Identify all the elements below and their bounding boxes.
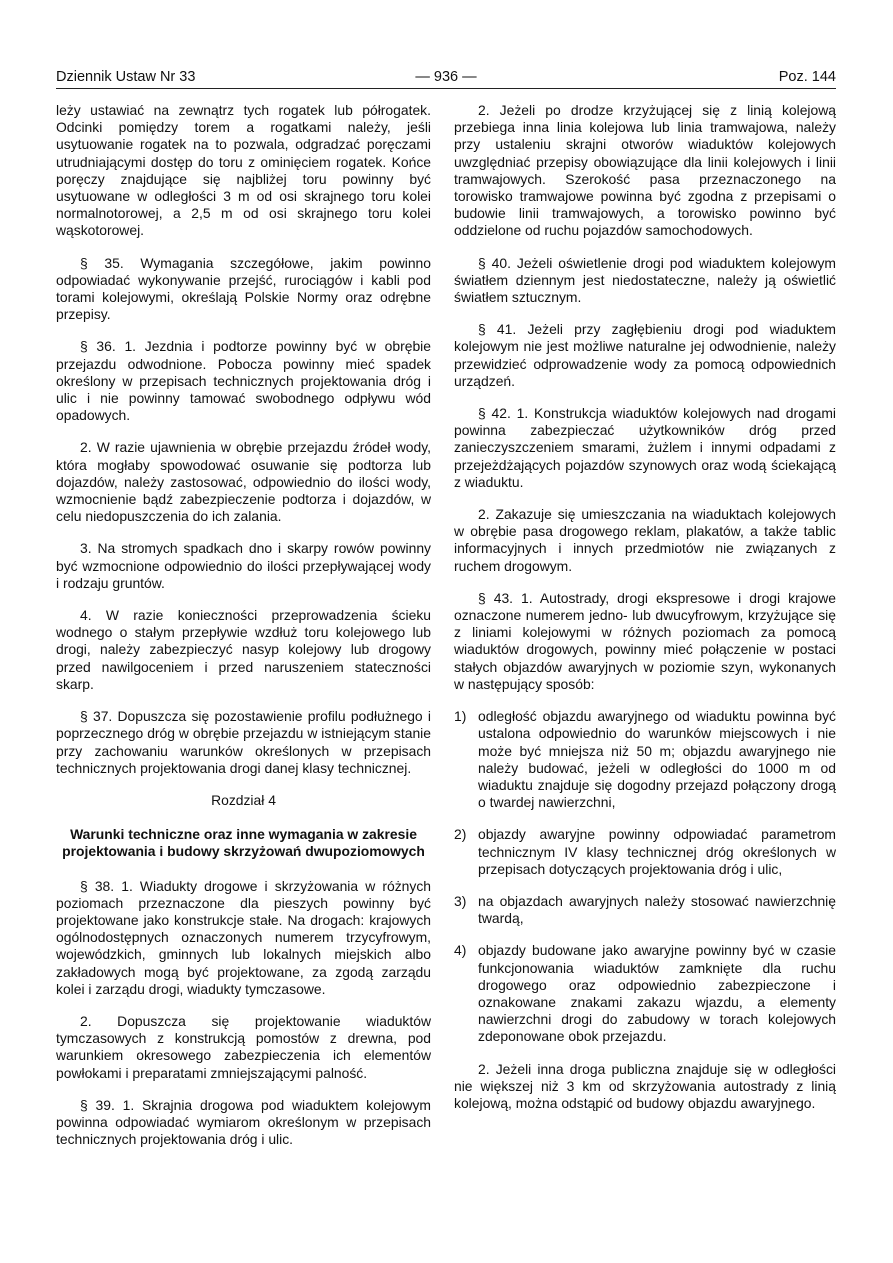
list-item bbox=[454, 942, 836, 1045]
list-item-number: 2) bbox=[454, 826, 467, 843]
page-header bbox=[56, 66, 836, 89]
paragraph-39-2: 2. Jeżeli po drodze krzyżującej się z linią kolejową przebiega inna linia kolejowa lub linia tramwajowa, należy przy ustaleniu skrajni otworów wiaduktów kolejowych uwzględniać przepisy obowiązujące dla linii kolejowych i linii tramwajowych. Szerokość pasa przeznaczonego na torowisko tramwajowe powinna być zgodna z przepisami o budowie linii tramwajowych, a torowisko powinno być oddzielone od ruchu pojazdów samochodowych. bbox=[454, 102, 836, 239]
paragraph-36-2: 2. W razie ujawnienia w obrębie przejazdu źródeł wody, która mogłaby spowodować osuwanie się podtorza lub dojazdów, należy zastosować, odpowiednio do ilości wody, wzmocnienie bądź zabezpieczenie podtorza i dojazdów, w celu niedopuszczenia do ich zalania. bbox=[56, 439, 431, 525]
chapter-title: Warunki techniczne oraz inne wymagania w zakresie projektowania i budowy skrzyżowań dwupoziomowych bbox=[62, 826, 425, 860]
right-column bbox=[454, 102, 836, 1127]
paragraph-continuation: leży ustawiać na zewnątrz tych rogatek lub półrogatek. Odcinki pomiędzy torem a rogatkami należy, jeśli usytuowanie rogatek na to pozwala, odgradzać poręczami utrudniającymi dostęp do toru z ominięciem rogatek. Końce poręczy znajdujące się najbliżej toru powinny być usytuowane w odległości 3 m od osi skrajnego toru kolei normalnotorowej, a 2,5 m od osi skrajnego toru kolei wąskotorowej. bbox=[56, 102, 431, 239]
list-item-text: objazdy awaryjne powinny odpowiadać parametrom technicznym IV klasy technicznej dróg określonych w przepisach dotyczących projektowania dróg i ulic, bbox=[478, 826, 836, 877]
paragraph-39-1: § 39. 1. Skrajnia drogowa pod wiaduktem kolejowym powinna odpowiadać wymiarom określonym w przepisach technicznych projektowania dróg i ulic. bbox=[56, 1096, 431, 1148]
list-item-text: objazdy budowane jako awaryjne powinny być w czasie funkcjonowania wiaduktów zamknięte dla ruchu drogowego oraz odpowiednio zabezpieczone i oznakowane znakami zakazu wjazdu, a elementy nawierzchni drogi do zabudowy w torach kolejowych zdeponowane obok przejazdu. bbox=[478, 942, 836, 1045]
paragraph-42-1: § 42. 1. Konstrukcja wiaduktów kolejowych nad drogami powinna zabezpieczać użytkowników dróg przed zanieczyszczeniem smarami, żużlem i innymi odpadami z przejeżdżających pojazdów szynowych oraz wodą ściekającą z wiaduktu. bbox=[454, 405, 836, 490]
paragraph-41: § 41. Jeżeli przy zagłębieniu drogi pod wiaduktem kolejowym nie jest możliwe naturalne jej odwodnienie, należy przewidzieć odprowadzenie wody za pomocą odpowiednich urządzeń. bbox=[454, 321, 836, 389]
list-item-number: 4) bbox=[454, 942, 467, 959]
list-item-number: 1) bbox=[454, 708, 467, 725]
list-item bbox=[454, 826, 836, 878]
paragraph-38-1: § 38. 1. Wiadukty drogowe i skrzyżowania w różnych poziomach przeznaczone dla pieszych powinny być projektowane jako konstrukcje stałe. Na drogach: krajowych ogólnodostępnych oznaczonych numerem trzycyfrowym, wojewódzkich, gminnych lub lokalnych miejskich albo zakładowych mogą być projektowane, za zgodą zarządu kolei i zarządu drogi, wiadukty tymczasowe. bbox=[56, 877, 431, 997]
paragraph-43-1: § 43. 1. Autostrady, drogi ekspresowe i drogi krajowe oznaczone numerem jedno- lub dwucyfrowym, krzyżujące się z liniami kolejowymi w różnych poziomach za pomocą wiaduktów drogowych, powinny mieć połączenie w postaci stałych objazdów awaryjnych w poziomie szyn, wykonanych w następujący sposób: bbox=[454, 589, 836, 692]
left-column bbox=[56, 102, 431, 1163]
list-item-text: odległość objazdu awaryjnego od wiaduktu powinna być ustalona odpowiednio do warunków miejscowych i nie może być mniejsza niż 50 m; objazdu awaryjnego nie należy budować, jeżeli w odległości do 1000 m od wiaduktu znajduje się dogodny przejazd połączony drogą o twardej nawierzchni, bbox=[478, 708, 836, 811]
list-item bbox=[454, 893, 836, 927]
paragraph-36-1: § 36. 1. Jezdnia i podtorze powinny być w obrębie przejazdu odwodnione. Pobocza powinny mieć spadek określony w przepisach technicznych projektowania dróg i ulic i nie powinny tamować swobodnego odpływu wód opadowych. bbox=[56, 338, 431, 424]
position-number: Poz. 144 bbox=[778, 69, 836, 85]
paragraph-42-2: 2. Zakazuje się umieszczania na wiaduktach kolejowych w obrębie pasa drogowego reklam, plakatów, a także tablic informacyjnych i innych przedmiotów nie związanych z ruchem drogowym. bbox=[454, 506, 836, 574]
paragraph-37: § 37. Dopuszcza się pozostawienie profilu podłużnego i poprzecznego dróg w obrębie przejazdu w istniejącym stanie przy zachowaniu warunków określonych w przepisach technicznych projektowania drogi danej klasy technicznej. bbox=[56, 708, 431, 776]
paragraph-43-2: 2. Jeżeli inna droga publiczna znajduje się w odległości nie większej niż 3 km od skrzyżowania autostrady z linią kolejową, można odstąpić od budowy objazdu awaryjnego. bbox=[454, 1060, 836, 1111]
paragraph-38-2: 2. Dopuszcza się projektowanie wiaduktów tymczasowych z konstrukcją pomostów z drewna, pod warunkiem okresowego zabezpieczenia ich elementów powłokami i preparatami zmniejszającymi palność. bbox=[56, 1012, 431, 1081]
list-item bbox=[454, 708, 836, 811]
journal-title: Dziennik Ustaw Nr 33 bbox=[56, 69, 196, 85]
chapter-heading: Rozdział 4 bbox=[211, 791, 276, 808]
list-item-number: 3) bbox=[454, 892, 467, 909]
paragraph-36-3: 3. Na stromych spadkach dno i skarpy rowów powinny być wzmocnione odpowiednio do ilości przepływającej wody i rodzaju gruntów. bbox=[56, 540, 431, 591]
paragraph-36-4: 4. W razie konieczności przeprowadzenia ścieku wodnego o stałym przepływie wzdłuż toru kolejowego lub drogi, należy zabezpieczyć nasyp kolejowy lub drogowy przed nawilgoceniem i przed naruszeniem stateczności skarp. bbox=[56, 607, 431, 692]
list-item-text: na objazdach awaryjnych należy stosować nawierzchnię twardą, bbox=[478, 892, 836, 927]
paragraph-35: § 35. Wymagania szczegółowe, jakim powinno odpowiadać wykonywanie przejść, rurociągów i kabli pod torami kolejowymi, określają Polskie Normy oraz odrębne przepisy. bbox=[56, 254, 431, 323]
page-number: — 936 — bbox=[415, 69, 477, 85]
paragraph-40: § 40. Jeżeli oświetlenie drogi pod wiaduktem kolejowym światłem dziennym jest niedostateczne, należy ją oświetlić światłem sztucznym. bbox=[454, 254, 836, 306]
requirements-list bbox=[454, 708, 836, 1045]
